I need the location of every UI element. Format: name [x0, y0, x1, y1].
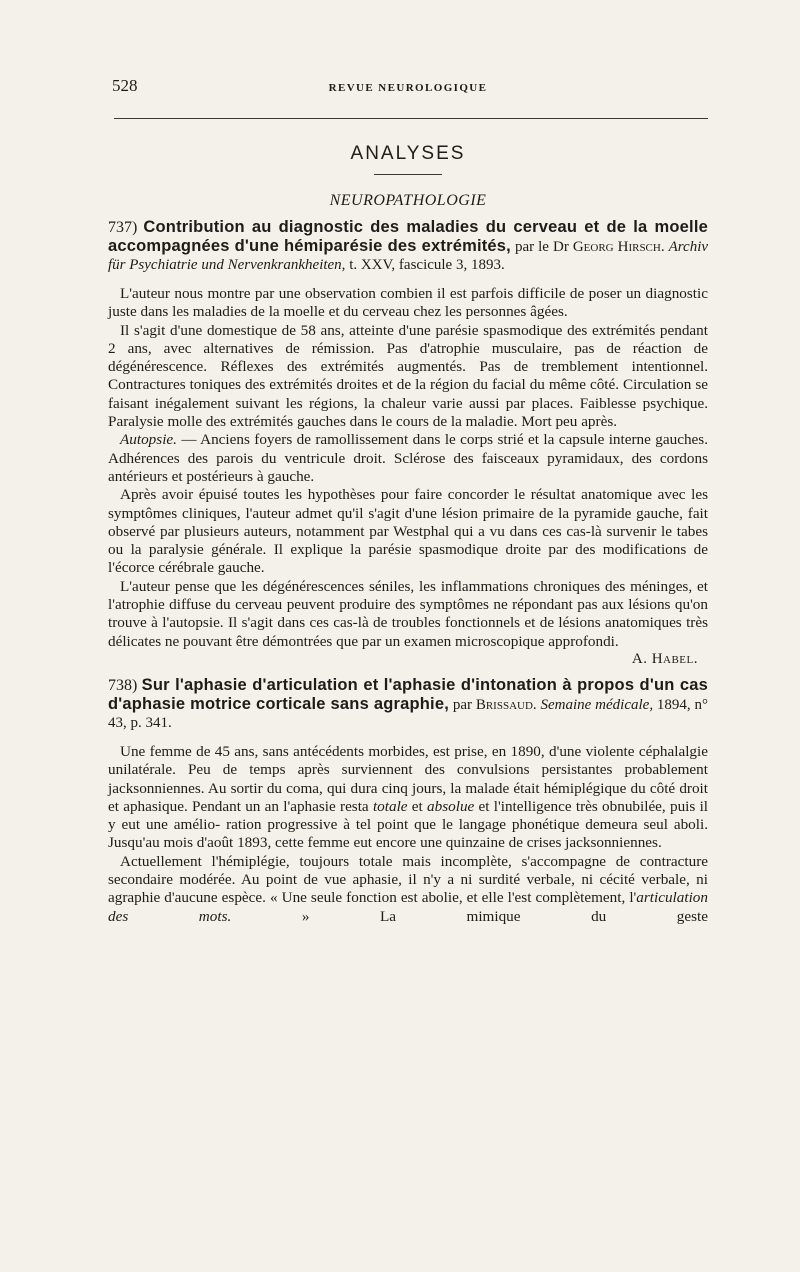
- entry-heading: [108, 676, 708, 732]
- autopsy-text: — Anciens foyers de ramollissement dans le corps strié et la capsule interne gauches. Adhérences des parois du ventricule droit. Sclérose des faisceaux pyramidaux, des cordons antérieurs et postérieurs à gauche.: [108, 431, 708, 485]
- entry-author: Brissaud.: [475, 696, 537, 713]
- autopsy-label: Autopsie.: [120, 431, 177, 449]
- paragraph: Après avoir épuisé toutes les hypothèses pour faire concorder le résultat anatomique avec les symptômes cliniques, l'auteur admet qu'il s'agit d'une lésion primaire de la pyramide gauche, fait observé par plusieurs auteurs, notamment par Westphal qui a vu dans ces cas-là survenir le tabes ou la paralysie générale. Il explique la parésie spasmodique droite par des modifications de l'écorce cérébrale gauche.: [108, 486, 708, 577]
- entry-number: 737): [108, 219, 138, 236]
- subsection-title: NEUROPATHOLOGIE: [329, 192, 487, 209]
- header-rule: [114, 118, 708, 119]
- entry-title: Contribution au diagnostic des maladies du cerveau et de la moelle accompagnées d'une hémiparésie des extrémités,: [108, 218, 708, 255]
- entry-738: [108, 676, 708, 926]
- journal-title: REVUE NEUROLOGIQUE: [328, 82, 488, 94]
- paragraph: L'auteur nous montre par une observation combien il est parfois difficile de poser un diagnostic juste dans les maladies de la moelle et du cerveau chez les personnes âgées.: [108, 285, 708, 321]
- entry-author: Georg Hirsch.: [572, 239, 665, 255]
- entry-body: [108, 743, 708, 926]
- entry-737: [108, 218, 708, 668]
- entry-citation: 1894, n° 43, p. 341.: [108, 696, 709, 731]
- page-number: 528: [112, 76, 138, 95]
- entry-title: Sur l'aphasie d'articulation et l'aphasie d'intonation à propos d'un cas d'aphasie motrice corticale sans agraphie,: [108, 675, 708, 713]
- paragraph-autopsy: [108, 431, 708, 486]
- running-head: [108, 72, 708, 96]
- paragraph: Actuellement l'hémiplégie, toujours totale mais incomplète, s'accompagne de contracture secondaire modérée. Au point de vue aphasie, il n'y a ni surdité verbale, ni cécité verbale, ni agraphie d'aucune espèce. « Une seule fonction est abolie, et elle l'est complètement, l'articulation des mots. » La mimique du geste: [108, 852, 709, 925]
- entry-number: 738): [108, 676, 138, 694]
- italic-phrase: articulation des mots.: [108, 889, 708, 925]
- entry-signature: A. Habel.: [631, 650, 698, 667]
- entry-body: [108, 285, 708, 668]
- entry-by: par le: [514, 239, 549, 255]
- phrase-absolue: absolue: [427, 797, 475, 815]
- paragraph: Il s'agit d'une domestique de 58 ans, atteinte d'une parésie spasmodique des extrémités pendant 2 ans, avec alternatives de rémission. Pas d'atrophie musculaire, pas de réaction de dégénérescence. Réflexes des extrémités augmentés. Pas de tremblement intentionnel. Contractures toniques des extrémités droites et de la région du facial du même côté. Circulation se faisant inégalement suivant les régions, la chaleur varie aussi par places. Faiblesse psychique. Paralysie molle des extrémités gauches dans le cours de la maladie. Mort peu après.: [108, 321, 708, 431]
- phrase-totale: totale: [372, 797, 408, 815]
- author-prefix: Dr: [552, 239, 569, 255]
- paragraph: L'auteur pense que les dégénérescences séniles, les inflammations chroniques des méninges, et l'atrophie diffuse du cerveau peuvent produire des symptômes ne répondant pas aux lésions qu'on trouve à l'autopsie. Il s'agit dans ces cas-là de troubles fonctionnels et de lésions anatomiques très délicates ne pouvant être démontrées que par un examen microscopique approfondi.: [108, 577, 708, 650]
- entry-journal: Semaine médicale,: [540, 696, 654, 713]
- section-title: ANALYSES: [350, 143, 466, 164]
- section-divider: [374, 174, 442, 175]
- paragraph: Une femme de 45 ans, sans antécédents morbides, est prise, en 1890, d'une violente céphalalgie unilatérale. Peu de temps après surviennent des convulsions persistantes probablement jacksonniennes. Au sortir du coma, qui dura cinq jours, la malade était hémiplégique du côté droit et aphasique. Pendant un an l'aphasie resta totale et absolue et l'intelligence très obnubilée, puis il y eut une amélio- ration progressive à tel point que le langage phonétique demeura seul aboli. Jusqu'au mois d'août 1893, cette femme eut encore une quinzaine de crises jacksonniennes.: [108, 742, 709, 852]
- entry-journal: Archiv für Psychiatrie und Nervenkrankheiten,: [108, 239, 709, 273]
- entry-heading: [108, 218, 708, 274]
- entry-citation: t. XXV, fascicule 3, 1893.: [349, 257, 505, 273]
- entry-by: par: [452, 696, 472, 713]
